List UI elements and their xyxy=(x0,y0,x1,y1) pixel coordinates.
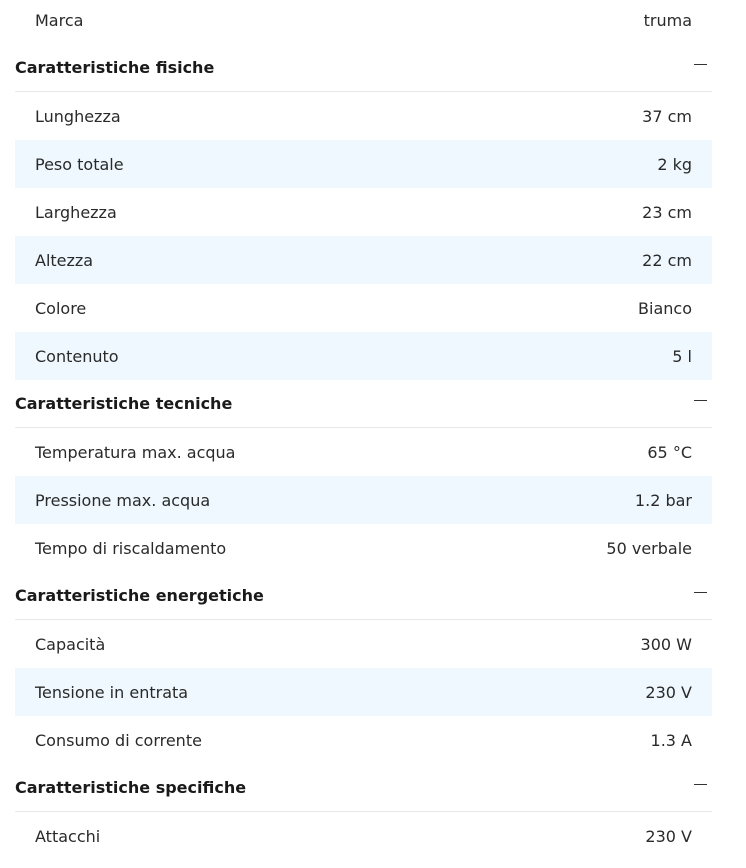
spec-label: Tensione in entrata xyxy=(35,682,189,702)
spec-value: 5 l xyxy=(672,346,692,366)
spec-row xyxy=(15,188,712,236)
spec-row xyxy=(15,524,712,572)
minus-icon[interactable] xyxy=(692,393,708,409)
spec-label: Attacchi xyxy=(35,826,101,846)
spec-value: 230 V xyxy=(645,826,692,846)
spec-row xyxy=(15,92,712,140)
spec-value: 65 °C xyxy=(647,442,692,462)
spec-row xyxy=(15,284,712,332)
spec-label: Marca xyxy=(35,10,84,30)
spec-row xyxy=(15,812,712,860)
spec-row xyxy=(15,428,712,476)
spec-label: Contenuto xyxy=(35,346,119,366)
spec-value: 37 cm xyxy=(642,106,692,126)
spec-row xyxy=(15,236,712,284)
section-header-energetiche[interactable] xyxy=(15,572,712,620)
section-header-fisiche[interactable] xyxy=(15,44,712,92)
spec-label: Peso totale xyxy=(35,154,124,174)
spec-value: 230 V xyxy=(645,682,692,702)
spec-value: 2 kg xyxy=(657,154,692,174)
spec-value: 22 cm xyxy=(642,250,692,270)
spec-label: Larghezza xyxy=(35,202,117,222)
spec-value: 1.2 bar xyxy=(634,490,692,510)
spec-label: Capacità xyxy=(35,634,106,654)
spec-value: Bianco xyxy=(638,298,692,318)
spec-label: Pressione max. acqua xyxy=(35,490,211,510)
section-title: Caratteristiche specifiche xyxy=(15,778,247,797)
spec-value: truma xyxy=(643,10,692,30)
minus-icon[interactable] xyxy=(692,57,708,73)
spec-label: Tempo di riscaldamento xyxy=(35,538,227,558)
section-title: Caratteristiche fisiche xyxy=(15,58,215,77)
spec-label: Altezza xyxy=(35,250,94,270)
section-header-specifiche[interactable] xyxy=(15,764,712,812)
minus-icon[interactable] xyxy=(692,585,708,601)
minus-icon[interactable] xyxy=(692,777,708,793)
spec-row xyxy=(15,140,712,188)
spec-row xyxy=(15,476,712,524)
section-header-tecniche[interactable] xyxy=(15,380,712,428)
spec-row-marca xyxy=(15,0,712,44)
spec-row xyxy=(15,668,712,716)
spec-label: Consumo di corrente xyxy=(35,730,202,750)
spec-label: Colore xyxy=(35,298,87,318)
spec-value: 1.3 A xyxy=(650,730,692,750)
spec-value: 50 verbale xyxy=(606,538,692,558)
spec-value: 300 W xyxy=(640,634,692,654)
spec-row xyxy=(15,716,712,764)
section-title: Caratteristiche energetiche xyxy=(15,586,264,605)
spec-row xyxy=(15,332,712,380)
spec-rows xyxy=(15,0,712,860)
spec-row xyxy=(15,620,712,668)
spec-label: Temperatura max. acqua xyxy=(35,442,236,462)
spec-label: Lunghezza xyxy=(35,106,121,126)
spec-value: 23 cm xyxy=(642,202,692,222)
section-title: Caratteristiche tecniche xyxy=(15,394,233,413)
